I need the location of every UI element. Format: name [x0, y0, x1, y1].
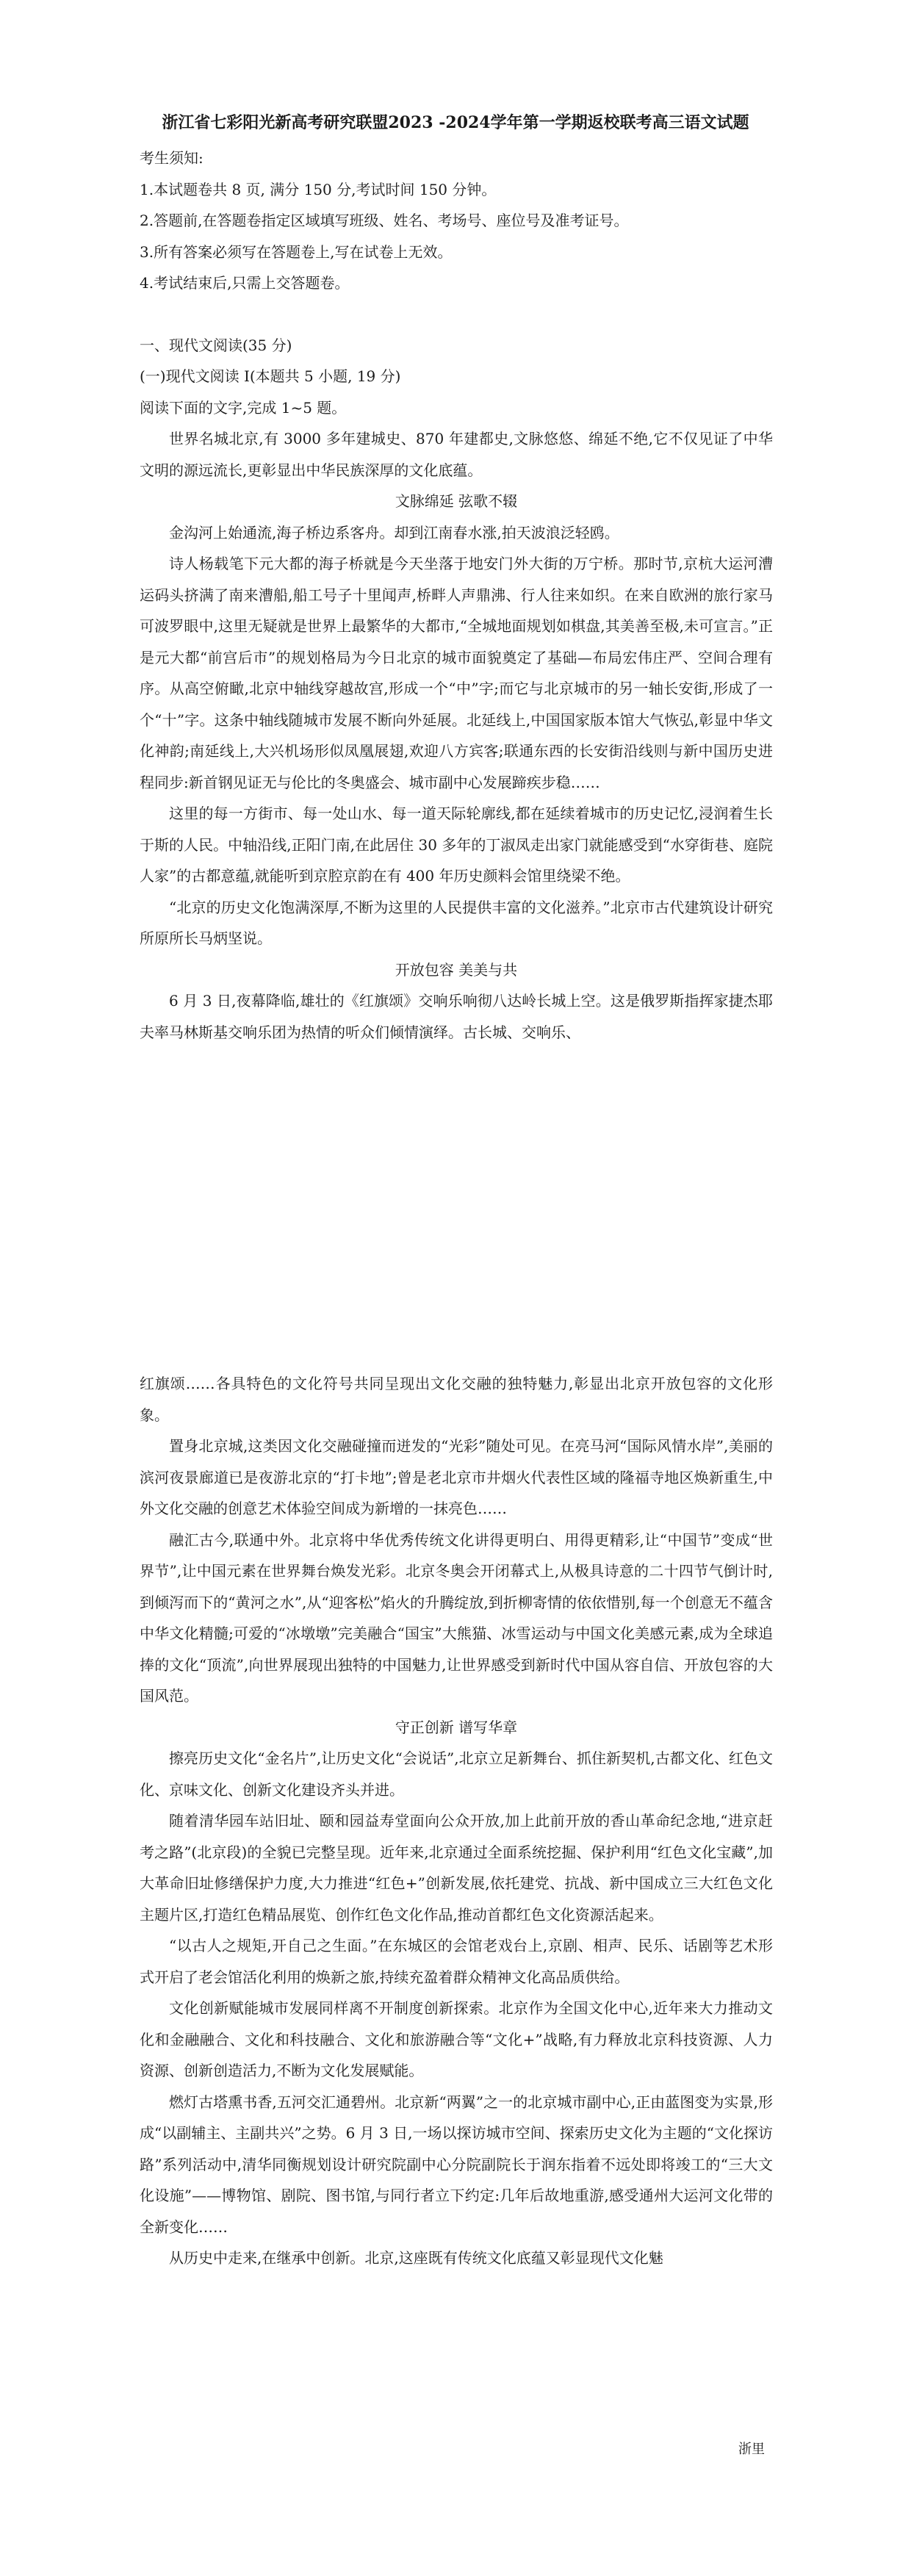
part1-paragraph: 诗人杨载笔下元大都的海子桥就是今天坐落于地安门外大街的万宁桥。那时节,京杭大运河漕运码头挤满了南来漕船,船工号子十里闻声,桥畔人声鼎沸、行人往来如织。在来自欧洲的旅行家马可波罗眼中,这里无疑就是世界上最繁华的大都市,“全城地面规划如棋盘,其美善至极,未可宣言。”正是元大都“前宫后市”的规划格局为今日北京的城市面貌奠定了基础—布局宏伟庄严、空间合理有序。从高空俯瞰,北京中轴线穿越故宫,形成一个“中”字;而它与北京城市的另一轴长安街,形成了一个“十”字。这条中轴线随城市发展不断向外延展。北延线上,中国国家版本馆大气恢弘,彰显中华文化神韵;南延线上,大兴机场形似凤凰展翅,欢迎八方宾客;联通东西的长安街沿线则与新中国历史进程同步:新首钢见证无与伦比的冬奥盛会、城市副中心发展蹄疾步稳……	[140, 555, 773, 791]
exam-part2-continued	[140, 1368, 773, 2274]
part2-paragraph: 置身北京城,这类因文化交融碰撞而迸发的“光彩”随处可见。在亮马河“国际风情水岸”,美丽的滨河夜景廊道已是夜游北京的“打卡地”;曾是老北京市井烟火代表性区域的隆福寺地区焕新重生,中外文化交融的创意艺术体验空间成为新增的一抹亮色……	[140, 1437, 773, 1517]
part1-heading: 文脉绵延 弦歌不辍	[395, 492, 518, 510]
article-intro: 世界名城北京,有 3000 多年建城史、870 年建都史,文脉悠悠、绵延不绝,它不仅见证了中华文明的源远流长,更彰显出中华民族深厚的文化底蕴。	[140, 430, 773, 479]
part1-paragraph: 这里的每一方街市、每一处山水、每一道天际轮廓线,都在延续着城市的历史记忆,浸润着生长于斯的人民。中轴沿线,正阳门南,在此居住 30 多年的丁淑凤走出家门就能感受到“水穿街巷、庭院人家”的古都意蕴,就能听到京腔京韵在有 400 年历史颜料会馆里绕梁不绝。	[140, 805, 773, 885]
notice-item: 1.本试题卷共 8 页, 满分 150 分,考试时间 150 分钟。	[140, 180, 497, 198]
exam-title: 浙江省七彩阳光新高考研究联盟2023 -2024学年第一学期返校联考高三语文试题	[162, 113, 749, 132]
section-heading: 一、现代文阅读(35 分)	[140, 336, 292, 354]
part3-paragraph: 从历史中走来,在继承中创新。北京,这座既有传统文化底蕴又彰显现代文化魅	[169, 2249, 663, 2267]
part3-paragraph: 燃灯古塔熏书香,五河交汇通碧州。北京新“两翼”之一的北京城市副中心,正由蓝图变为实景,形成“以副辅主、主副共兴”之势。6 月 3 日,一场以探访城市空间、探索历史文化为主题的“文化探访路”系列活动中,清华同衡规划设计研究院副中心分院副院长于润东指着不远处即将竣工的“三大文化设施”——博物馆、剧院、图书馆,与同行者立下约定:几年后故地重游,感受通州大运河文化带的全新变化……	[140, 2093, 773, 2236]
notice-heading: 考生须知:	[140, 149, 204, 167]
part2-paragraph: 红旗颂……各具特色的文化符号共同呈现出文化交融的独特魅力,彰显出北京开放包容的文化形象。	[140, 1375, 773, 1424]
exam-notice-and-part1	[140, 143, 773, 1048]
section-instruction: 阅读下面的文字,完成 1~5 题。	[140, 398, 347, 417]
section-subheading: (一)现代文阅读 I(本题共 5 小题, 19 分)	[140, 367, 401, 385]
part3-heading: 守正创新 谱写华章	[395, 1718, 518, 1736]
part1-paragraph: 金沟河上始通流,海子桥边系客舟。却到江南春水涨,拍天波浪泛轻鸥。	[169, 523, 619, 542]
part3-paragraph: 随着清华园车站旧址、颐和园益寿堂面向公众开放,加上此前开放的香山革命纪念地,“进京赶考之路”(北京段)的全貌已完整呈现。近年来,北京通过全面系统挖掘、保护利用“红色文化宝藏”,加大革命旧址修缮保护力度,大力推进“红色+”创新发展,依托建党、抗战、新中国成立三大红色文化主题片区,打造红色精品展览、创作红色文化作品,推动首都红色文化资源活起来。	[140, 1812, 773, 1924]
part3-paragraph: “以古人之规矩,开自己之生面。”在东城区的会馆老戏台上,京剧、相声、民乐、话剧等艺术形式开启了老会馆活化利用的焕新之旅,持续充盈着群众精神文化高品质供给。	[140, 1937, 773, 1986]
part3-paragraph: 文化创新赋能城市发展同样离不开制度创新探索。北京作为全国文化中心,近年来大力推动文化和金融融合、文化和科技融合、文化和旅游融合等“文化+”战略,有力释放北京科技资源、人力资源、创新创造活力,不断为文化发展赋能。	[140, 1999, 773, 2079]
part3-paragraph: 擦亮历史文化“金名片”,让历史文化“会说话”,北京立足新舞台、抓住新契机,古都文化、红色文化、京味文化、创新文化建设齐头并进。	[140, 1749, 773, 1799]
notice-item: 3.所有答案必须写在答题卷上,写在试卷上无效。	[140, 242, 453, 261]
notice-item: 2.答题前,在答题卷指定区域填写班级、姓名、考场号、座位号及准考证号。	[140, 212, 629, 229]
part2-paragraph: 6 月 3 日,夜幕降临,雄壮的《红旗颂》交响乐响彻八达岭长城上空。这是俄罗斯指挥家捷杰耶夫率马林斯基交响乐团为热情的听众们倾情演绎。古长城、交响乐、	[140, 992, 773, 1041]
page-footer: 浙里	[738, 2442, 765, 2457]
part2-heading: 开放包容 美美与共	[395, 960, 518, 979]
part2-paragraph: 融汇古今,联通中外。北京将中华优秀传统文化讲得更明白、用得更精彩,让“中国节”变成“世界节”,让中国元素在世界舞台焕发光彩。北京冬奥会开闭幕式上,从极具诗意的二十四节气倒计时,到倾泻而下的“黄河之水”,从“迎客松”焰火的升腾绽放,到折柳寄情的依依惜别,每一个创意无不蕴含中华文化精髓;可爱的“冰墩墩”完美融合“国宝”大熊猫、冰雪运动与中国文化美感元素,成为全球追捧的文化“顶流”,向世界展现出独特的中国魅力,让世界感受到新时代中国从容自信、开放包容的大国风范。	[140, 1530, 773, 1705]
part1-paragraph: “北京的历史文化饱满深厚,不断为这里的人民提供丰富的文化滋养。”北京市古代建筑设计研究所原所长马炳坚说。	[140, 898, 773, 947]
notice-item: 4.考试结束后,只需上交答题卷。	[140, 274, 350, 292]
